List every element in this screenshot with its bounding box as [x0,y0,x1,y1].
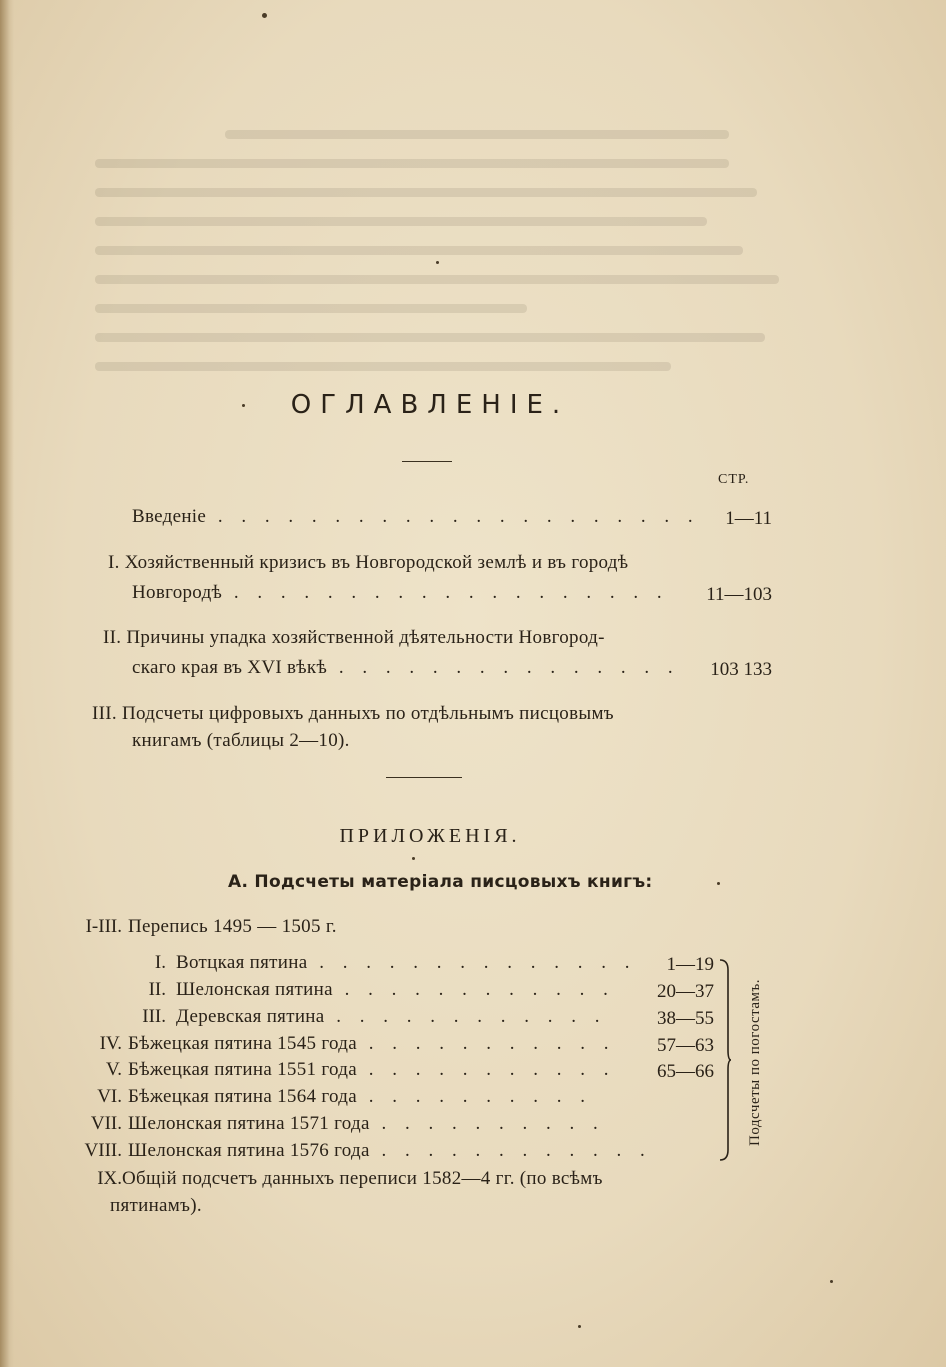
appendix-subitem: Шелонская пятина . . . . . . . . . . . . [176,979,615,1000]
appendix-subitem: Деревская пятина . . . . . . . . . . . . [176,1006,607,1027]
toc-entry-1-pages: 11—103 [706,584,772,605]
divider [386,777,462,778]
pages-column-header: СТР. [718,472,750,487]
appendix-item: Общiй подсчетъ данныхъ переписи 1582—4 гг. (по всѣмъ [122,1168,603,1189]
appendix-subnum: II. [148,979,166,1000]
ink-speck [717,882,720,885]
page-title: ОГЛАВЛЕНIЕ. [290,390,570,420]
page-spine-shadow [0,0,14,1367]
appendix-pages: 57—63 [657,1035,714,1056]
ink-speck [578,1325,581,1328]
appendix-item: Бѣжецкая пятина 1545 года . . . . . . . . . . . [128,1033,616,1054]
curly-brace-icon [718,958,732,1162]
appendix-pages: 20—37 [657,981,714,1002]
appendix-pages: 1—19 [666,954,714,975]
appendix-num: I-III. [85,916,122,937]
appendix-num: IX. [97,1168,122,1189]
ink-speck [436,261,439,264]
appendix-subnum: I. [154,952,166,973]
toc-entry-2-pages: 103 133 [710,659,772,680]
appendix-num: VI. [97,1086,122,1107]
appendix-num: IV. [99,1033,122,1054]
toc-entry-1-line2: Новгородѣ . . . . . . . . . . . . . . . . . . . [132,582,669,603]
appendix-pages: 65—66 [657,1061,714,1082]
appendices-heading: ПРИЛОЖЕНIЯ. [339,825,521,847]
toc-entry-3-line2: книгамъ (таблицы 2—10). [132,730,350,751]
appendix-subitem: Вотцкая пятина . . . . . . . . . . . . . . [176,952,637,973]
divider [402,461,452,462]
toc-entry-1-line1: I. Хозяйственный кризисъ въ Новгородской землѣ и въ городѣ [108,552,629,573]
appendix-item: Бѣжецкая пятина 1551 года . . . . . . . . . . . [128,1059,616,1080]
toc-entry-2-line1: II. Причины упадка хозяйственной дѣятельности Новгород- [103,627,605,648]
vertical-note: Подсчеты по погостамъ. [746,979,763,1146]
appendix-num: VII. [90,1113,122,1134]
appendix-num: V. [105,1059,122,1080]
toc-entry-2-line2: скаго края въ XVI вѣкѣ . . . . . . . . . . . . . . . [132,657,680,678]
ink-speck [242,404,245,407]
appendix-item-cont: пятинамъ). [110,1195,202,1216]
ink-speck [412,857,415,860]
appendix-pages: 38—55 [657,1008,714,1029]
ink-speck [262,13,267,18]
section-a-heading: А. Подсчеты матерiала писцовыхъ книгъ: [228,872,653,892]
appendix-item: Шелонская пятина 1571 года . . . . . . . . . . [128,1113,605,1134]
ink-speck [830,1280,833,1283]
appendix-item: Бѣжецкая пятина 1564 года . . . . . . . . . . [128,1086,592,1107]
appendix-num: VIII. [84,1140,122,1161]
toc-entry-intro-pages: 1—11 [725,508,772,529]
appendix-item: Перепись 1495 — 1505 г. [128,916,337,937]
toc-entry-intro: Введенiе . . . . . . . . . . . . . . . . . . . . . [132,506,700,527]
appendix-subnum: III. [142,1006,166,1027]
appendix-item: Шелонская пятина 1576 года . . . . . . . . . . . . [128,1140,652,1161]
toc-entry-3-line1: III. Подсчеты цифровыхъ данныхъ по отдѣльнымъ писцовымъ [92,703,614,724]
